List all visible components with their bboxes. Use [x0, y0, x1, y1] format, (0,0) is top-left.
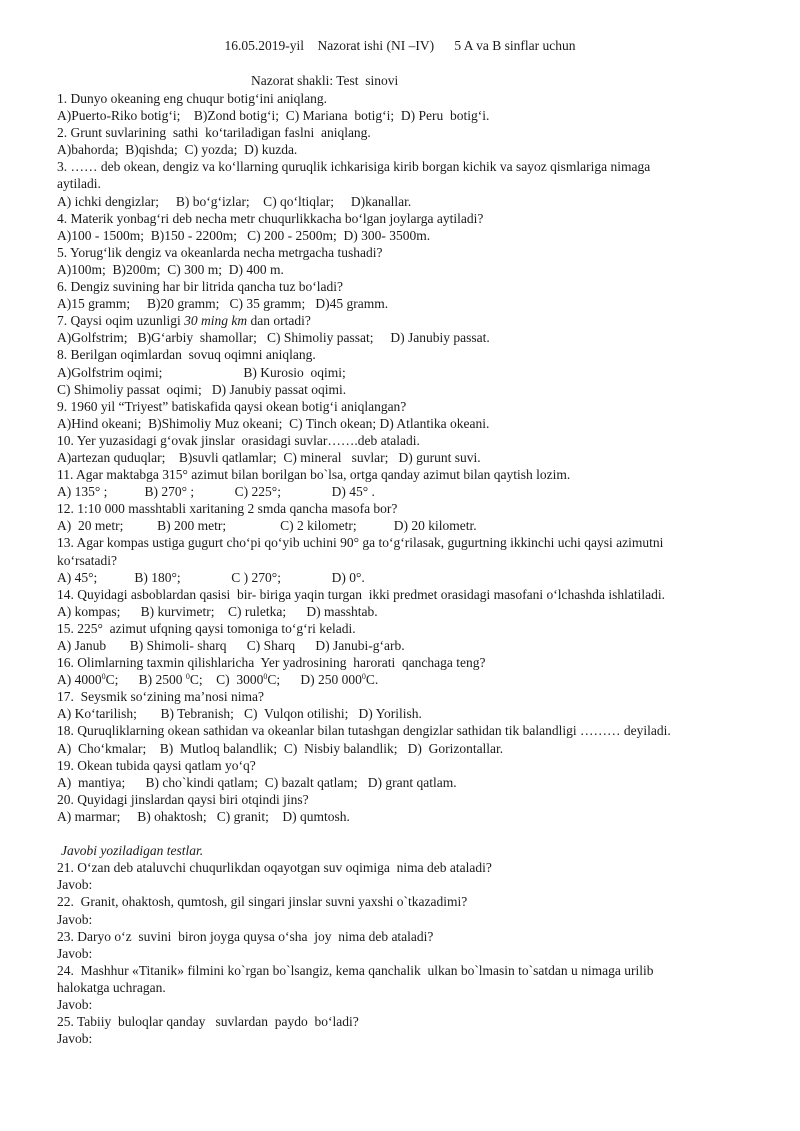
mc-line: 3. …… deb okean, dengiz va ko‘llarning quruqlik ichkarisiga kirib borgan kichik va sayoz qismlariga nimaga: [57, 159, 651, 175]
written-section-title: Javobi yoziladigan testlar.: [61, 843, 204, 859]
mc-line: A) 135° ; B) 270° ; C) 225°; D) 45° .: [57, 484, 375, 500]
mc-line: 5. Yorug‘lik dengiz va okeanlarda necha metrgacha tushadi?: [57, 244, 383, 260]
mc-line: A)Golfstrim oqimi; B) Kurosio oqimi;: [57, 364, 346, 380]
mc-line: aytiladi.: [57, 176, 101, 192]
mc-line: A) 45°; B) 180°; C ) 270°; D) 0°.: [57, 569, 365, 585]
written-questions: [57, 859, 747, 1047]
mc-line: 12. 1:10 000 masshtabli xaritaning 2 smda qancha masofa bor?: [57, 501, 398, 517]
mc-line: A)Puerto-Riko botig‘i; B)Zond botig‘i; C) Mariana botig‘i; D) Peru botig‘i.: [57, 108, 490, 124]
mc-line: A) Janub B) Shimoli- sharq C) Sharq D) Janubi-g‘arb.: [57, 638, 405, 653]
section-gap: [57, 825, 747, 842]
mc-line: 10. Yer yuzasidagi g‘ovak jinslar orasidagi suvlar…….deb ataladi.: [57, 432, 420, 448]
mc-line: A)100 - 1500m; B)150 - 2200m; C) 200 - 2500m; D) 300- 3500m.: [57, 227, 431, 243]
mc-line: A) Cho‘kmalar; B) Mutloq balandlik; C) Nisbiy balandlik; D) Gorizontallar.: [57, 740, 504, 756]
written-line: 24. Mashhur «Titanik» filmini ko`rgan bo`lsangiz, kema qanchalik ulkan bo`lmasin to`satdan u nimaga urilib: [57, 962, 654, 978]
mc-line: A) mantiya; B) cho`kindi qatlam; C) bazalt qatlam; D) grant qatlam.: [57, 774, 457, 790]
test-content: [57, 90, 747, 1047]
mc-line: A)100m; B)200m; C) 300 m; D) 400 m.: [57, 261, 284, 277]
mc-line: 20. Quyidagi jinslardan qaysi biri otqindi jins?: [57, 791, 309, 807]
header-exam: Nazorat ishi (NI –IV): [317, 38, 435, 53]
mc-line: 14. Quyidagi asboblardan qasisi bir- biriga yaqin turgan ikki predmet orasidagi masofani o‘lchashda ishlatiladi.: [57, 586, 665, 602]
mc-line: A) Ko‘tarilish; B) Tebranish; C) Vulqon otilishi; D) Yorilish.: [57, 706, 422, 722]
header-classes: 5 A va B sinflar uchun: [454, 38, 576, 53]
mc-line: A)15 gramm; B)20 gramm; C) 35 gramm; D)45 gramm.: [57, 296, 389, 312]
mc-line: 1. Dunyo okeaning eng chuqur botig‘ini aniqlang.: [57, 91, 327, 106]
mc-line: A)artezan quduqlar; B)suvli qatlamlar; C) mineral suvlar; D) gurunt suvi.: [57, 449, 481, 465]
mc-line: 19. Okean tubida qaysi qatlam yo‘q?: [57, 757, 256, 773]
written-line: 21. O‘zan deb ataluvchi chuqurlikdan oqayotgan suv oqimiga nima deb ataladi?: [57, 860, 492, 876]
mc-line: A) 4000$^0$C; B) 2500 $^0$C; C) 3000$^0$C; D) 250 $000^0C$.: [57, 672, 379, 688]
mc-line: A)Hind okeani; B)Shimoliy Muz okeani; C) Tinch okean; D) Atlantika okeani.: [57, 415, 490, 431]
written-line: Javob:: [57, 911, 93, 927]
exam-form-title: Nazorat shakli: Test sinovi: [251, 73, 399, 88]
mc-line: 15. 225° azimut ufqning qaysi tomoniga to‘g‘ri keladi.: [57, 620, 356, 636]
mc-line: A) kompas; B) kurvimetr; C) ruletka; D) masshtab.: [57, 603, 378, 619]
mc-line: ko‘rsatadi?: [57, 552, 117, 568]
mc-line: 16. Olimlarning taxmin qilishlaricha Yer yadrosining harorati qanchaga teng?: [57, 655, 486, 671]
mc-line: A)Golfstrim; B)G‘arbiy shamollar; C) Shimoliy passat; D) Janubiy passat.: [57, 330, 490, 346]
mc-line: 17. Seysmik so‘zining ma’nosi nima?: [57, 689, 264, 705]
written-line: halokatga uchragan.: [57, 979, 166, 995]
mc-line: 8. Berilgan oqimlardan sovuq oqimni aniqlang.: [57, 347, 316, 363]
written-line: 23. Daryo o‘z suvini biron joyga quysa o‘sha joy nima deb ataladi?: [57, 928, 434, 944]
written-line: Javob:: [57, 1031, 93, 1047]
mc-line: A)bahorda; B)qishda; C) yozda; D) kuzda.: [57, 142, 298, 158]
written-line: Javob:: [57, 945, 93, 961]
mc-line: 11. Agar maktabga 315° azimut bilan borilgan bo`lsa, ortga qanday azimut bilan qaytish lozim.: [57, 467, 571, 483]
mc-line: 2. Grunt suvlarining sathi ko‘tariladigan faslni aniqlang.: [57, 125, 371, 141]
mc-line: 9. 1960 yil “Triyest” batiskafida qaysi okean botig‘i aniqlangan?: [57, 398, 407, 414]
page-header: [0, 38, 800, 54]
mc-line: 4. Materik yonbag‘ri deb necha metr chuqurlikkacha bo‘lgan joylarga aytiladi?: [57, 210, 484, 226]
mc-line: 6. Dengiz suvining har bir litrida qancha tuz bo‘ladi?: [57, 279, 344, 295]
written-line: 22. Granit, ohaktosh, qumtosh, gil singari jinslar suvni yaxshi o`tkazadimi?: [57, 894, 468, 910]
mc-line: A) ichki dengizlar; B) bo‘g‘izlar; C) qo‘ltiqlar; D)kanallar.: [57, 193, 412, 209]
written-line: Javob:: [57, 996, 93, 1012]
written-line: Javob:: [57, 877, 93, 893]
header-date: 16.05.2019-yil: [224, 38, 305, 53]
multiple-choice-questions: [57, 90, 747, 825]
mc-line: C) Shimoliy passat oqimi; D) Janubiy passat oqimi.: [57, 381, 347, 397]
mc-line: 18. Quruqliklarning okean sathidan va okeanlar bilan tutashgan dengizlar sathidan tik balandligi ……… deyiladi.: [57, 723, 671, 739]
written-line: 25. Tabiiy buloqlar qanday suvlardan paydo bo‘ladi?: [57, 1014, 359, 1030]
mc-line: 13. Agar kompas ustiga gugurt cho‘pi qo‘yib uchini 90° ga to‘g‘rilasak, gugurtning ikkinchi uchi qaysi azimutni: [57, 535, 664, 551]
mc-line: 7. Qaysi oqim uzunligi 30 ming km dan ortadi?: [57, 313, 311, 329]
mc-line: A) 20 metr; B) 200 metr; C) 2 kilometr; D) 20 kilometr.: [57, 518, 477, 534]
mc-line: A) marmar; B) ohaktosh; C) granit; D) qumtosh.: [57, 808, 350, 824]
